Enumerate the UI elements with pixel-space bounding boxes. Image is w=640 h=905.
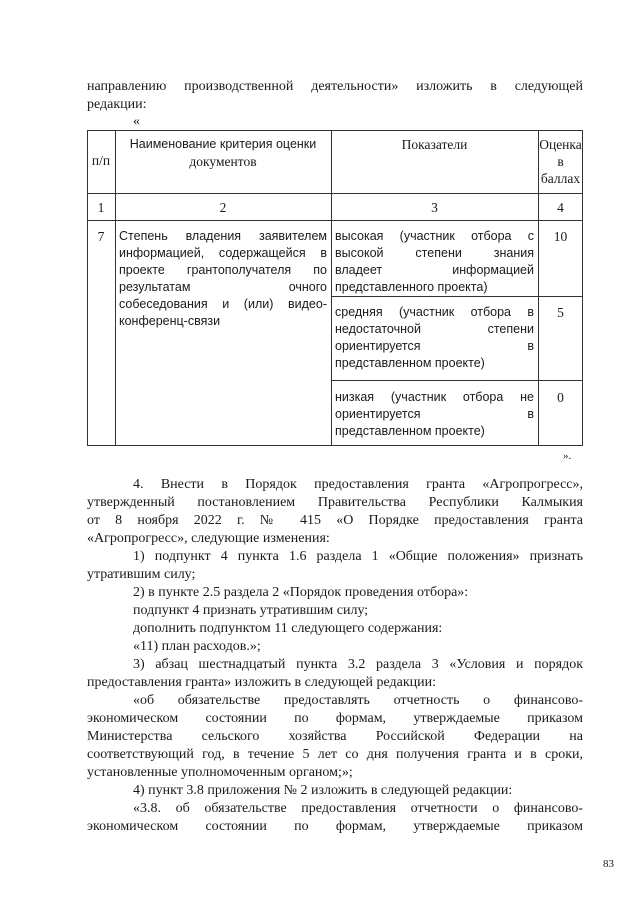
criterion-line: Степень владения заявителем: [119, 229, 327, 243]
paragraph-4-line-2: утвержденный постановлением Правительства Республики Калмыкия: [87, 495, 583, 510]
indicator-line: представленного проекта): [335, 280, 488, 294]
score-low: 0: [557, 390, 564, 405]
paragraph-4-line-1: 4. Внести в Порядок предоставления гранта «Агропрогресс»,: [133, 477, 583, 492]
indicator-line: представленном проекте): [335, 424, 485, 438]
criteria-table: [87, 130, 583, 446]
indicator-line: ориентируется в: [335, 407, 534, 421]
intro-line-2: редакции:: [87, 97, 147, 112]
item-2b: дополнить подпунктом 11 следующего содержания:: [133, 621, 443, 636]
open-quote: «: [133, 114, 140, 129]
criterion-line: проекте грантополучателя по: [119, 263, 327, 277]
close-quote: ».: [563, 450, 572, 462]
quote-1-line-3: Министерства сельского хозяйства Российской Федерации на: [87, 729, 583, 744]
paragraph-4-line-4: «Агропрогресс», следующие изменения:: [87, 531, 330, 546]
item-3-line-2: предоставления гранта» изложить в следующей редакции:: [87, 675, 436, 690]
indicator-line: недостаточной степени: [335, 322, 534, 336]
criterion-line: информацией, содержащейся в: [119, 246, 327, 260]
score-high: 10: [553, 229, 568, 244]
indicator-line: ориентируется в: [335, 339, 534, 353]
item-1-line-1: 1) подпункт 4 пункта 1.6 раздела 1 «Общие положения» признать: [133, 549, 583, 564]
header-score-line1: Оценка: [539, 137, 582, 152]
quote-1-line-1: «об обязательстве предоставлять отчетность о финансово-: [133, 693, 583, 708]
indicator-line: высокая (участник отбора с: [335, 229, 534, 243]
row-num: 7: [97, 229, 105, 244]
item-1-line-2: утратившим силу;: [87, 567, 196, 582]
criterion-line: результатам очного: [119, 280, 327, 294]
quote-1-line-4: соответствующий год, в течение 5 лет со дня получения гранта и в сроки,: [87, 747, 583, 762]
item-2: 2) в пункте 2.5 раздела 2 «Порядок проведения отбора»:: [133, 585, 469, 600]
header-score-line2: в: [557, 154, 564, 169]
indicator-line: высокой степени знания: [335, 246, 534, 260]
item-4: 4) пункт 3.8 приложения № 2 изложить в следующей редакции:: [133, 783, 513, 798]
indicator-line: владеет информацией: [335, 263, 534, 277]
col-number-1: 1: [97, 200, 105, 215]
header-score-line3: баллах: [540, 171, 581, 186]
indicator-line: представленном проекте): [335, 356, 485, 370]
col-number-4: 4: [557, 200, 564, 215]
quote-2-line-1: «3.8. об обязательстве предоставления отчетности о финансово-: [133, 801, 583, 816]
item-3-line-1: 3) абзац шестнадцатый пункта 3.2 раздела 3 «Условия и порядок: [133, 657, 583, 672]
item-2a: подпункт 4 признать утратившим силу;: [133, 603, 369, 618]
intro-line-1: направлению производственной деятельности» изложить в следующей: [87, 79, 583, 94]
quote-1-line-2: экономическом состоянии по формам, утверждаемые приказом: [87, 711, 583, 726]
header-num: п/п: [91, 153, 111, 168]
item-2c: «11) план расходов.»;: [133, 639, 261, 654]
indicator-line: средняя (участник отбора в: [335, 305, 534, 319]
header-criterion-line1: Наименование критерия оценки: [129, 137, 317, 151]
score-medium: 5: [557, 305, 564, 320]
criterion-line: конференц-связи: [119, 314, 221, 328]
paragraph-4-line-3: от 8 ноября 2022 г. № 415 «О Порядке предоставления гранта: [87, 513, 583, 528]
quote-2-line-2: экономическом состоянии по формам, утверждаемые приказом: [87, 819, 583, 834]
header-criterion-line2: документов: [189, 154, 257, 169]
header-indicators: Показатели: [401, 137, 468, 152]
indicator-line: низкая (участник отбора не: [335, 390, 534, 404]
page-number: 83: [603, 858, 614, 870]
col-number-3: 3: [431, 200, 438, 215]
criterion-line: собеседования и (или) видео-: [119, 297, 327, 311]
col-number-2: 2: [219, 200, 227, 215]
quote-1-line-5: установленные уполномоченным органом;»;: [87, 765, 353, 780]
